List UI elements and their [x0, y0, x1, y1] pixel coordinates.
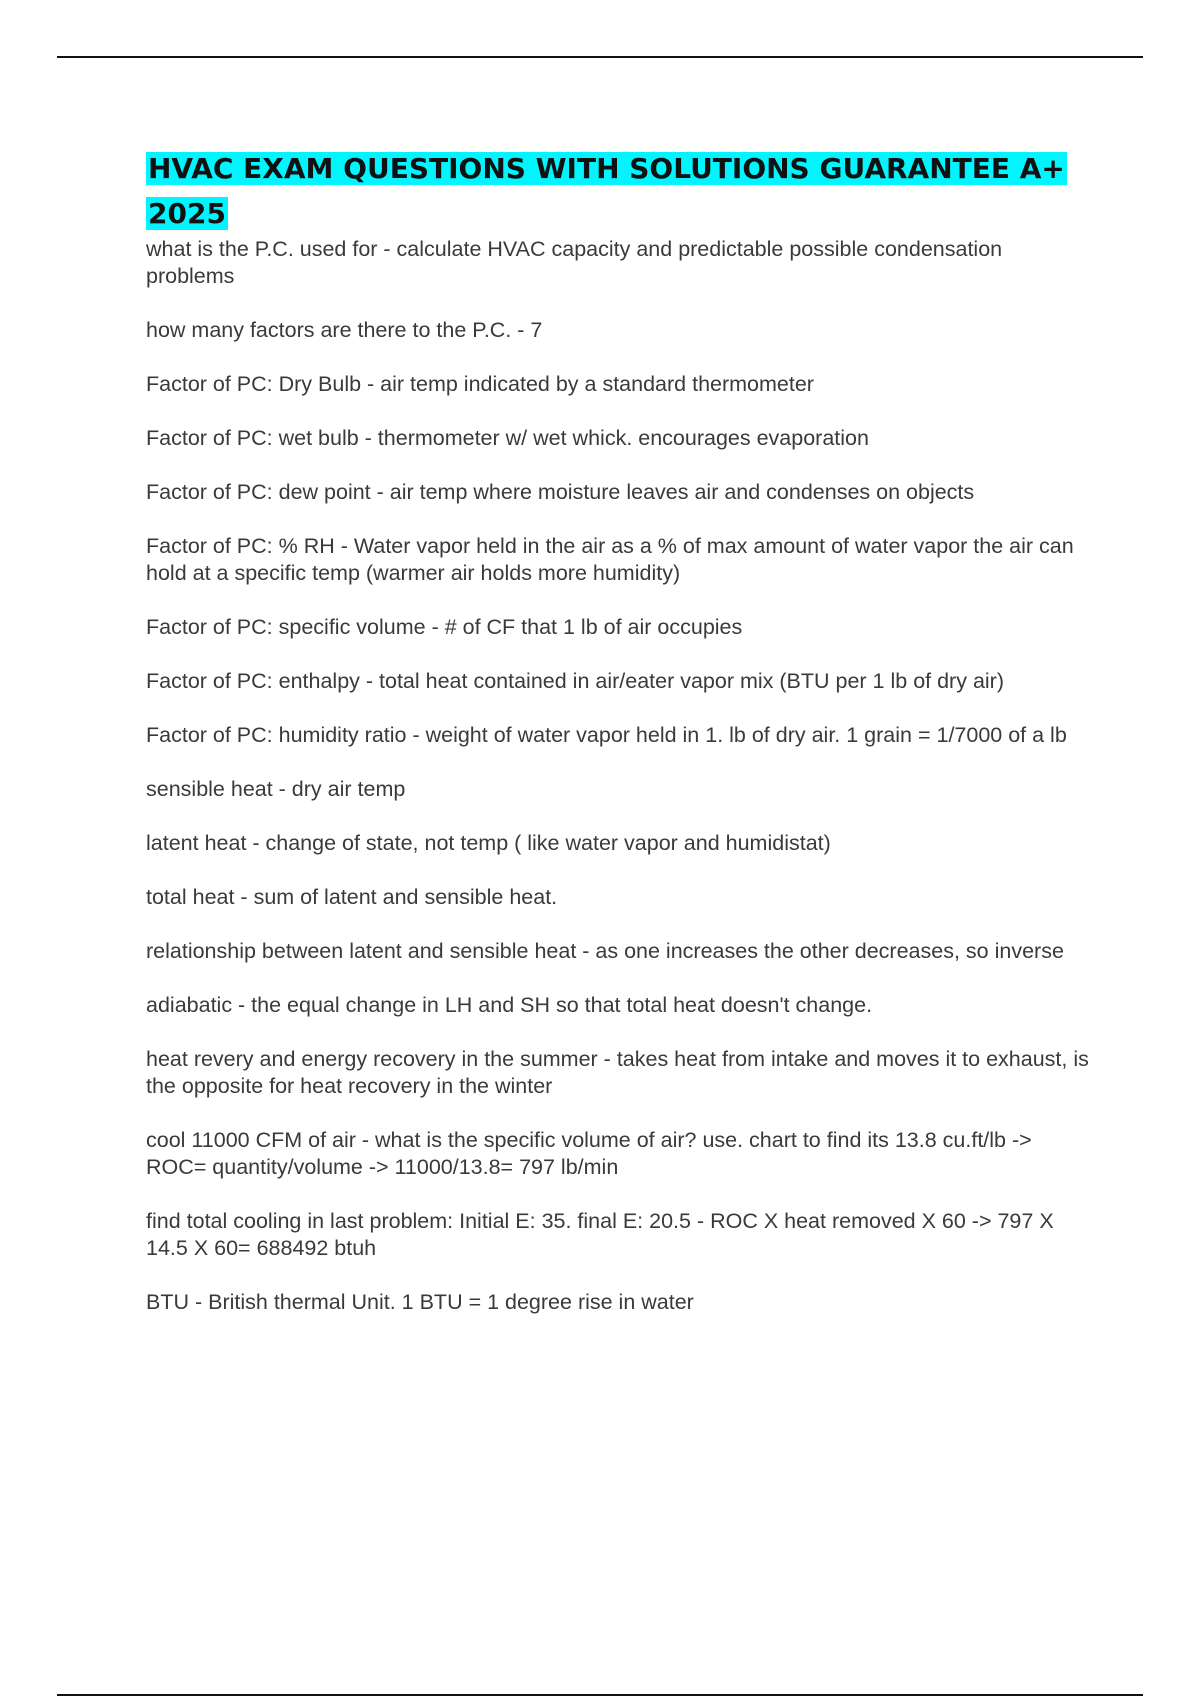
qa-item: Factor of PC: Dry Bulb - air temp indicated by a standard thermometer: [146, 372, 814, 396]
qa-item: Factor of PC: wet bulb - thermometer w/ wet whick. encourages evaporation: [146, 426, 869, 450]
qa-item: Factor of PC: humidity ratio - weight of water vapor held in 1. lb of dry air. 1 grain = 1/7000 of a lb: [146, 723, 1067, 747]
qa-item: what is the P.C. used for - calculate HVAC capacity and predictable possible condensation problems: [146, 237, 1003, 288]
qa-item: Factor of PC: specific volume - # of CF that 1 lb of air occupies: [146, 615, 743, 639]
qa-item: Factor of PC: enthalpy - total heat contained in air/eater vapor mix (BTU per 1 lb of dry air): [146, 669, 1004, 693]
qa-item: adiabatic - the equal change in LH and SH so that total heat doesn't change.: [146, 993, 873, 1017]
qa-item: how many factors are there to the P.C. - 7: [146, 318, 543, 342]
bottom-rule: [57, 1694, 1143, 1696]
qa-item: find total cooling in last problem: Initial E: 35. final E: 20.5 - ROC X heat removed X 60 -> 797 X 14.5 X 60= 688492 btuh: [146, 1209, 1054, 1260]
document-body: [146, 146, 1096, 1343]
qa-list: [146, 236, 1096, 1316]
qa-item: heat revery and energy recovery in the summer - takes heat from intake and moves it to exhaust, is the opposite for heat recovery in the winter: [146, 1047, 1089, 1098]
qa-item: latent heat - change of state, not temp ( like water vapor and humidistat): [146, 831, 831, 855]
document-title: [146, 146, 1096, 236]
qa-item: BTU - British thermal Unit. 1 BTU = 1 degree rise in water: [146, 1290, 694, 1314]
qa-item: total heat - sum of latent and sensible heat.: [146, 885, 558, 909]
top-rule: [57, 56, 1143, 58]
qa-item: cool 11000 CFM of air - what is the specific volume of air? use. chart to find its 13.8 cu.ft/lb -> ROC= quantity/volume -> 11000/13.8= 797 lb/min: [146, 1128, 1032, 1179]
qa-item: Factor of PC: % RH - Water vapor held in the air as a % of max amount of water vapor the air can hold at a specific temp (warmer air holds more humidity): [146, 534, 1074, 585]
qa-item: relationship between latent and sensible heat - as one increases the other decreases, so inverse: [146, 939, 1064, 963]
qa-item: sensible heat - dry air temp: [146, 777, 406, 801]
qa-item: Factor of PC: dew point - air temp where moisture leaves air and condenses on objects: [146, 480, 975, 504]
title-highlight: HVAC EXAM QUESTIONS WITH SOLUTIONS GUARANTEE A+ 2025: [148, 152, 1065, 230]
